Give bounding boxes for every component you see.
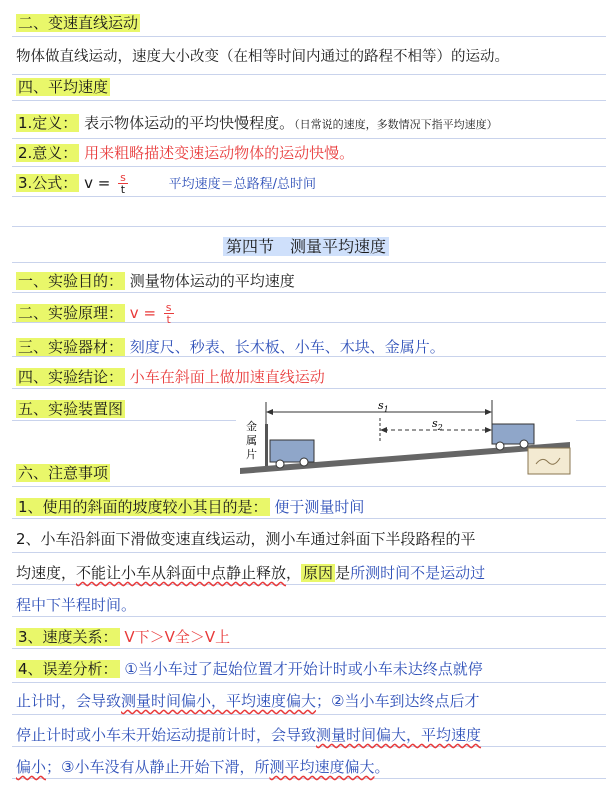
note-4-text-3a: 停止计时或小车未开始运动提前计时，会导致	[16, 726, 317, 744]
note-2-text-c: 是	[335, 564, 351, 582]
formula-denominator: t	[120, 183, 126, 196]
note-4-highlight-1: 测量时间偏小，平均速度偏大	[121, 692, 317, 710]
equipment-label: 三、实验器材：	[18, 338, 124, 356]
conclusion-label: 四、实验结论：	[18, 368, 124, 386]
incline-apparatus-diagram	[236, 398, 576, 480]
heading-text: 四、平均速度	[18, 78, 109, 96]
cart-bottom-body	[270, 440, 314, 462]
plate-label-3: 片	[246, 448, 257, 461]
conclusion-text: 小车在斜面上做加速直线运动	[129, 368, 325, 386]
formula-v: v =	[84, 174, 111, 192]
note-1-answer: 便于测量时间	[274, 498, 365, 516]
plate-label-2: 属	[246, 434, 257, 447]
formula-numerator: s	[120, 171, 126, 184]
note-4-text-4d: 。	[374, 758, 390, 776]
wood-block	[528, 448, 570, 474]
equipment-text: 刻度尺、秒表、长木板、小车、木块、金属片。	[129, 338, 445, 356]
note-2-text-b: ，	[286, 564, 302, 582]
meaning-line	[16, 142, 354, 164]
principle-label: 二、实验原理：	[18, 304, 124, 322]
principle-v: v =	[129, 304, 157, 322]
definition-text: 表示物体运动的平均快慢程度。	[84, 114, 295, 132]
note-1	[16, 496, 364, 518]
s2-label: $s_2$	[432, 417, 443, 432]
experiment-setup-heading	[16, 398, 125, 420]
note-4-line-1	[16, 658, 483, 680]
principle-numerator: s	[165, 301, 172, 314]
experiment-equipment	[16, 336, 445, 358]
note-4-label: 4、误差分析：	[18, 660, 118, 678]
meaning-label: 2.意义：	[18, 144, 78, 162]
metal-plate	[265, 424, 268, 468]
cart-top-wheel-2	[520, 440, 528, 448]
note-4-line-3	[16, 724, 481, 746]
lesson-title	[0, 236, 612, 258]
section-heading-variable-motion	[16, 12, 140, 34]
note-4-line-4	[16, 756, 390, 778]
note-4-highlight-3: 偏小	[16, 758, 47, 776]
definition-note: （日常说的速度，多数情况下指平均速度）	[294, 118, 498, 131]
note-4-line-2	[16, 690, 479, 712]
note-2-warning: 不能让小车从斜面中点静止释放	[76, 564, 287, 582]
note-2-text-a: 均速度，	[16, 564, 77, 582]
formula-note: 平均速度＝总路程/总时间	[168, 177, 316, 192]
note-2-reason-text: 所测时间不是运动过	[350, 564, 486, 582]
formula-fraction	[118, 172, 128, 195]
principle-denominator: t	[166, 313, 171, 326]
definition-line	[16, 112, 498, 136]
principle-fraction	[164, 302, 174, 325]
note-2-reason: 原因	[303, 564, 334, 582]
formula-label: 3.公式：	[18, 174, 78, 192]
heading-text: 二、变速直线运动	[18, 14, 139, 32]
note-4-highlight-4: 测平均速度偏大	[269, 758, 375, 776]
note-4-text-2c: ；②当小车到达终点后才	[316, 692, 480, 710]
experiment-purpose	[16, 270, 295, 292]
variable-motion-definition: 物体做直线运动，速度大小改变（在相等时间内通过的路程不相等）的运动。	[16, 49, 509, 65]
note-3-label: 3、速度关系：	[18, 628, 118, 646]
note-4-text-1: ①当小车过了起始位置才开始计时或小车未达终点就停	[124, 660, 483, 678]
cart-bottom-wheel-2	[300, 458, 308, 466]
purpose-label: 一、实验目的：	[18, 272, 124, 290]
plate-label-1: 金	[246, 420, 257, 433]
note-3	[16, 626, 230, 648]
purpose-text: 测量物体运动的平均速度	[129, 272, 295, 290]
s1-label: $s_1$	[378, 399, 389, 414]
experiment-principle	[16, 302, 174, 325]
note-2-line-1: 2、小车沿斜面下滑做变速直线运动，测小车通过斜面下半段路程的平	[16, 530, 476, 548]
cart-top-body	[492, 424, 534, 444]
formula-line	[16, 172, 316, 196]
cart-top-wheel-1	[496, 442, 504, 450]
note-4-text-4b: ；③小车没有从静止开始下滑，所	[46, 758, 270, 776]
notes-heading	[16, 462, 110, 484]
note-4-text-2a: 止计时，会导致	[16, 692, 122, 710]
note-2-line-2	[16, 562, 485, 584]
note-2-line-3: 程中下半程时间。	[16, 596, 137, 614]
lesson-title-text: 第四节 测量平均速度	[223, 237, 389, 256]
setup-label: 五、实验装置图	[18, 400, 124, 418]
note-4-highlight-2: 测量时间偏大，平均速度	[316, 726, 482, 744]
notes-heading-text: 六、注意事项	[18, 464, 109, 482]
section-heading-average-speed	[16, 76, 110, 98]
definition-label: 1.定义：	[18, 114, 78, 132]
cart-bottom-wheel-1	[276, 460, 284, 468]
meaning-text: 用来粗略描述变速运动物体的运动快慢。	[84, 144, 355, 162]
note-3-text: V下＞V全＞V上	[124, 628, 231, 646]
note-1-label: 1、使用的斜面的坡度较小其目的是：	[18, 498, 268, 516]
experiment-conclusion	[16, 366, 325, 388]
